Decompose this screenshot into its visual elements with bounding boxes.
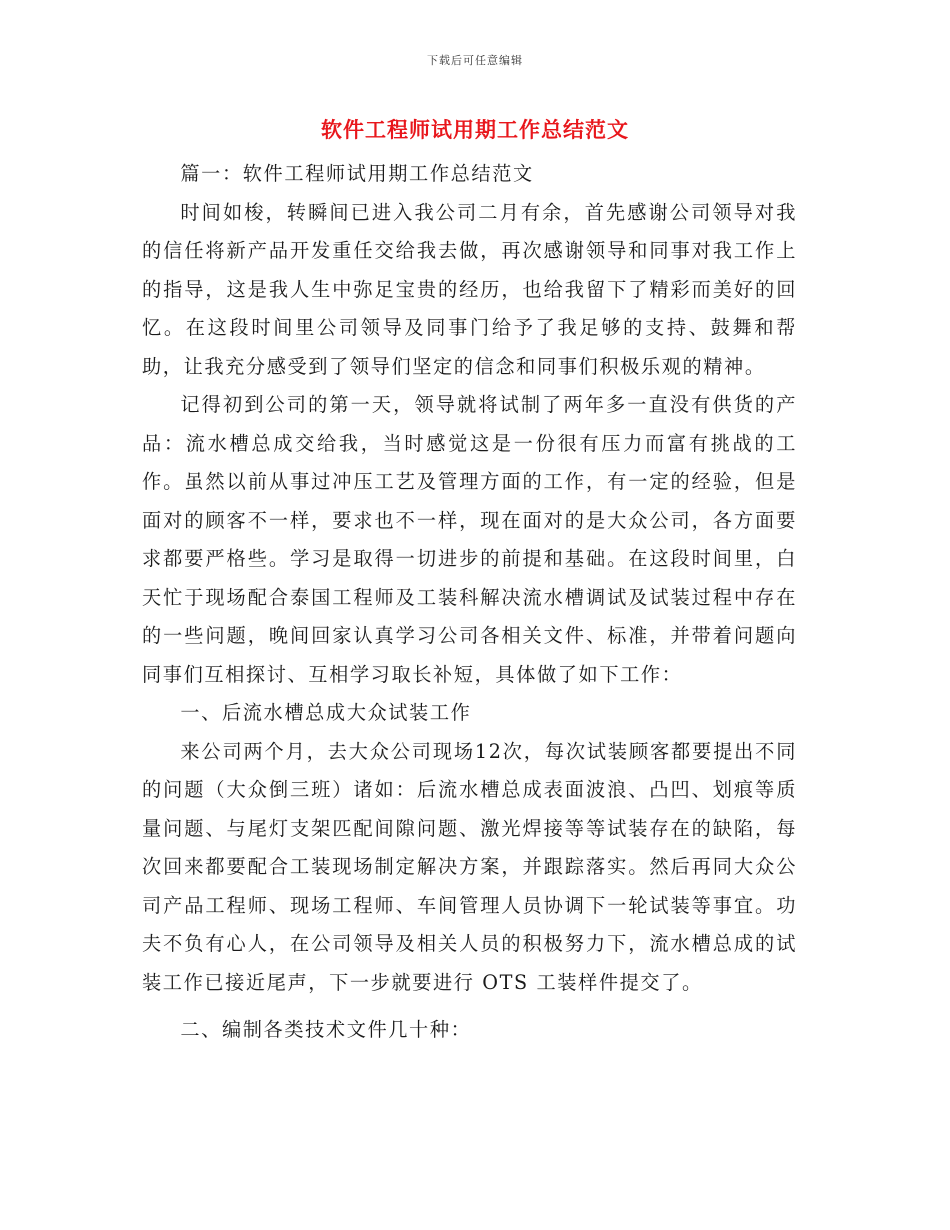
- paragraph-3: 来公司两个月，去大众公司现场12次，每次试装顾客都要提出不同的问题（大众倒三班）诸如：后流水槽总成表面波浪、凸凹、划痕等质量问题、与尾灯支架匹配间隙问题、激光焊接等等试装存在的缺陷，每次回来都要配合工装现场制定解决方案，并跟踪落实。然后再同大众公司产品工程师、现场工程师、车间管理人员协调下一轮试装等事宜。功夫不负有心人，在公司领导及相关人员的积极努力下，流水槽总成的试装工作已接近尾声，下一步就要进行 OTS 工装样件提交了。: [142, 739, 797, 994]
- document-title: 软件工程师试用期工作总结范文: [321, 117, 629, 142]
- paragraph-1: 时间如梭，转瞬间已进入我公司二月有余，首先感谢公司领导对我的信任将新产品开发重任交给我去做，再次感谢领导和同事对我工作上的指导，这是我人生中弥足宝贵的经历，也给我留下了精彩而美好的回忆。在这段时间里公司领导及同事门给予了我足够的支持、鼓舞和帮助，让我充分感受到了领导们坚定的信念和同事们积极乐观的精神。: [142, 200, 797, 378]
- subheading-1: 一、后流水槽总成大众试装工作: [180, 701, 472, 724]
- document-body: [142, 155, 797, 1050]
- subheading-2: 二、编制各类技术文件几十种：: [180, 1018, 472, 1041]
- header-note: 下载后可任意编辑: [427, 54, 523, 67]
- paragraph-2: 记得初到公司的第一天，领导就将试制了两年多一直没有供货的产品：流水槽总成交给我，当时感觉这是一份很有压力而富有挑战的工作。虽然以前从事过冲压工艺及管理方面的工作，有一定的经验，但是面对的顾客不一样，要求也不一样，现在面对的是大众公司，各方面要求都要严格些。学习是取得一切进步的前提和基础。在这段时间里，白天忙于现场配合泰国工程师及工装科解决流水槽调试及试装过程中存在的一些问题，晚间回家认真学习公司各相关文件、标准，并带着问题向同事们互相探讨、互相学习取长补短，具体做了如下工作：: [142, 393, 797, 686]
- section-title: 篇一：软件工程师试用期工作总结范文: [180, 162, 534, 185]
